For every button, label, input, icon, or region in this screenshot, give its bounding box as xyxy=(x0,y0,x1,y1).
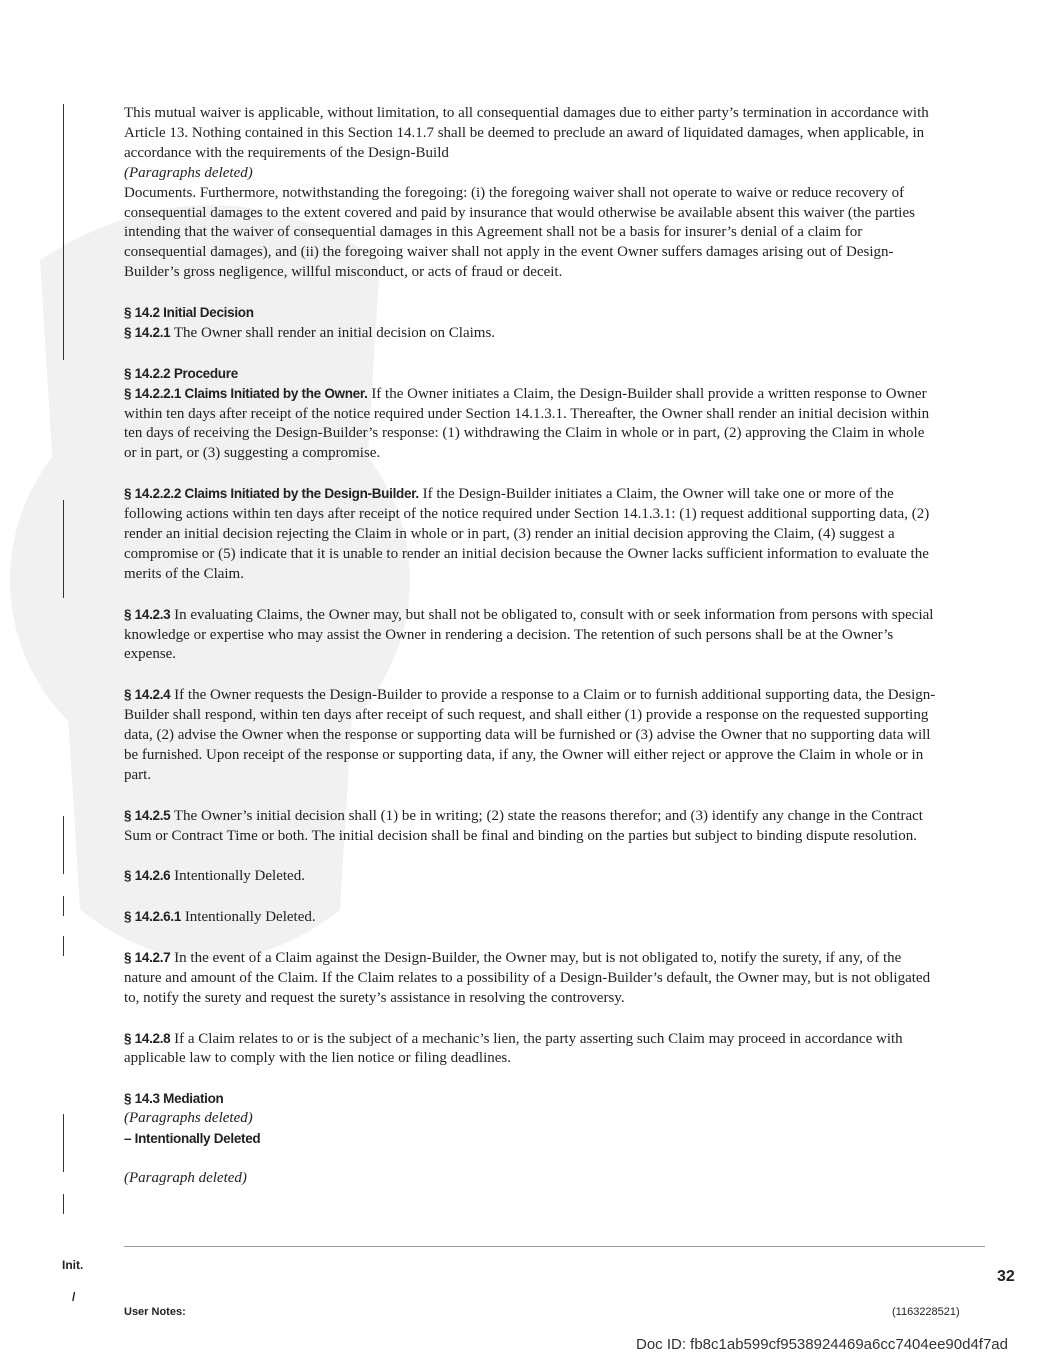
section-label: § 14.2.5 xyxy=(124,807,171,823)
section-text: The Owner’s initial decision shall (1) be in writing; (2) state the reasons therefor; and (3) identify any change in the Contract Sum or Contract Time or both. The initial decision shall be final and binding on the parties but subject to binding dispute resolution. xyxy=(124,807,923,844)
section-label: § 14.2.8 xyxy=(124,1030,171,1046)
page-number: 32 xyxy=(997,1268,1015,1285)
section-14-2-6-1 xyxy=(124,907,936,928)
section-text: In evaluating Claims, the Owner may, but shall not be obligated to, consult with or seek information from persons with special knowledge or expertise who may assist the Owner in rendering a decision. The retention of such persons shall be at the Owner’s expense. xyxy=(124,606,934,663)
init-slash: / xyxy=(72,1290,76,1304)
section-text: If the Owner requests the Design-Builder to provide a response to a Claim or to furnish additional supporting data, the Design-Builder shall respond, within ten days after receipt of such request, and shall either (1) provide a response on the requested supporting data, (2) advise the Owner when the response or supporting data will be furnished or (3) advise the Owner that no supporting data will be furnished. Upon receipt of the response or supporting data, if any, the Owner will either reject or approve the Claim in whole or in part. xyxy=(124,687,936,783)
deleted-note: (Paragraphs deleted) xyxy=(124,1110,253,1127)
revision-bar xyxy=(63,936,64,956)
section-heading-14-2-2: § 14.2.2 Procedure xyxy=(124,365,238,381)
deleted-note: (Paragraphs deleted) xyxy=(124,164,253,181)
section-label: § 14.2.2.2 Claims Initiated by the Design-Builder. xyxy=(124,486,419,502)
init-label: Init. xyxy=(62,1258,84,1272)
section-14-2-6 xyxy=(124,866,936,887)
section-text: Intentionally Deleted. xyxy=(170,868,305,885)
user-notes-label: User Notes: xyxy=(124,1306,186,1318)
revision-bar xyxy=(63,896,64,916)
section-heading-14-3: § 14.3 Mediation xyxy=(124,1091,224,1107)
serial-number: (1163228521) xyxy=(892,1306,960,1318)
deleted-note: (Paragraph deleted) xyxy=(124,1169,247,1186)
section-heading-14-2: § 14.2 Initial Decision xyxy=(124,305,254,321)
section-14-2-1 xyxy=(124,323,936,344)
section-label: § 14.2.6 xyxy=(124,868,171,884)
section-14-2-4 xyxy=(124,685,936,786)
section-label: § 14.2.6.1 xyxy=(124,909,182,925)
section-label: § 14.2.3 xyxy=(124,606,171,622)
section-14-2-5 xyxy=(124,806,936,847)
section-text: If the Owner initiates a Claim, the Design-Builder shall provide a written response to Owner within ten days after receipt of the notice required under Section 14.1.3.1. Thereafter, the Owner shall render an initial decision within ten days of receiving the Design-Builder’s response: (1) withdrawing the Claim in whole or in part, (2) approving the Claim in whole or in part, or (3) suggesting a compromise. xyxy=(124,385,930,462)
revision-bar xyxy=(63,104,64,360)
intentionally-deleted: – Intentionally Deleted xyxy=(124,1131,261,1147)
doc-id: Doc ID: fb8c1ab599cf9538924469a6cc7404ee90d4f7ad xyxy=(636,1336,1008,1353)
section-14-2-2-2 xyxy=(124,484,936,585)
section-14-2-8 xyxy=(124,1029,936,1070)
revision-bar xyxy=(63,1114,64,1172)
section-14-2-7 xyxy=(124,948,936,1009)
section-text: The Owner shall render an initial decision on Claims. xyxy=(170,324,496,341)
section-label: § 14.2.2.1 Claims Initiated by the Owner. xyxy=(124,385,368,401)
footer-rule xyxy=(124,1246,985,1247)
section-text: In the event of a Claim against the Design-Builder, the Owner may, but is not obligated to, notify the surety, if any, of the nature and amount of the Claim. If the Claim relates to a possibility of a Design-Builder’s default, the Owner may, but is not obligated to, notify the surety and request the surety’s assistance in resolving the controversy. xyxy=(124,949,931,1006)
waiver-paragraph: This mutual waiver is applicable, without limitation, to all consequential damages due to either party’s termination in accordance with Article 13. Nothing contained in this Section 14.1.7 shall be deemed to preclude an award of liquidated damages, when applicable, in accordance with the requirements of the Design-Build xyxy=(124,105,929,161)
section-label: § 14.2.4 xyxy=(124,687,171,703)
revision-bar xyxy=(63,816,64,874)
document-body xyxy=(124,104,936,1189)
section-label: § 14.2.1 xyxy=(124,324,171,340)
waiver-continuation: Documents. Furthermore, notwithstanding the foregoing: (i) the foregoing waiver shall not operate to waive or reduce recovery of consequential damages to the extent covered and paid by insurance that would otherwise be available absent this waiver (the parties intending that the waiver of consequential damages in this Agreement shall not be a basis for insurer’s denial of a claim for consequential damages), and (ii) the foregoing waiver shall not apply in the event Owner suffers damages arising out of Design-Builder’s gross negligence, willful misconduct, or acts of fraud or deceit. xyxy=(124,184,915,281)
section-14-2-2-1 xyxy=(124,384,936,465)
section-text: If a Claim relates to or is the subject of a mechanic’s lien, the party asserting such Claim may proceed in accordance with applicable law to comply with the lien notice or filing deadlines. xyxy=(124,1030,903,1067)
revision-bar xyxy=(63,500,64,598)
section-text: If the Design-Builder initiates a Claim, the Owner will take one or more of the following actions within ten days after receipt of the notice required under Section 14.1.3.1: (1) request additional supporting data, (2) render an initial decision rejecting the Claim in whole or in part, (3) render an initial decision approving the Claim, (4) suggest a compromise or (5) indicate that it is unable to render an initial decision because the Owner lacks sufficient information to evaluate the merits of the Claim. xyxy=(124,486,930,582)
section-text: Intentionally Deleted. xyxy=(181,909,316,926)
section-label: § 14.2.7 xyxy=(124,949,171,965)
section-14-2-3 xyxy=(124,605,936,666)
revision-bar xyxy=(63,1194,64,1214)
